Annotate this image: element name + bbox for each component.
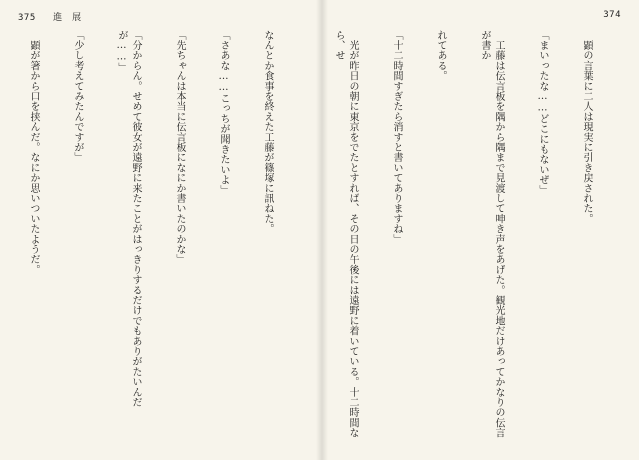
- right-text-line: 「まいったな……どこにもないぜ」: [537, 30, 548, 196]
- right-text-line: 顕の言葉に二人は現実に引き戻された。: [581, 30, 592, 224]
- right-text-line: れてある。: [435, 30, 446, 81]
- right-text-line: 光が昨日の朝に東京をでたとすれば、その日の午後には遠野に着いている。十二時間なら、せ: [333, 30, 358, 438]
- left-text-line: 「少し考えてみたんですが」: [72, 30, 83, 163]
- left-running-title: 進 展: [53, 13, 82, 23]
- right-page-text: [333, 30, 621, 442]
- left-page-number: 375: [18, 13, 36, 23]
- right-page: [323, 0, 639, 460]
- right-text-line: 工藤は伝言板を隅から隅まで見渡して呻き声をあげた。観光地だけあってかなりの伝言が書か: [479, 30, 504, 438]
- right-text-line: 「十二時間すぎたら消すと書いてありますね」: [391, 30, 402, 245]
- left-page-header: [18, 10, 82, 23]
- left-page-text: [18, 30, 302, 442]
- right-page-header: [603, 10, 621, 20]
- left-page: [0, 0, 316, 460]
- left-text-line: 「先ちゃんは本当に伝言板になにか書いたのかな」: [174, 30, 185, 265]
- left-text-line: 「さあな……こっちが聞きたいよ」: [218, 30, 229, 196]
- left-text-line: 「分からん。せめて彼女が遠野に来たことがはっきりするだけでもありがたいんだが……」: [116, 30, 141, 408]
- left-text-line: 顕が箸から口を挟んだ。なにか思いついたようだ。: [28, 30, 39, 275]
- right-page-number: 374: [603, 10, 621, 20]
- left-text-line: なんとか食事を終えた工藤が篠塚に訊ねた。: [262, 30, 273, 234]
